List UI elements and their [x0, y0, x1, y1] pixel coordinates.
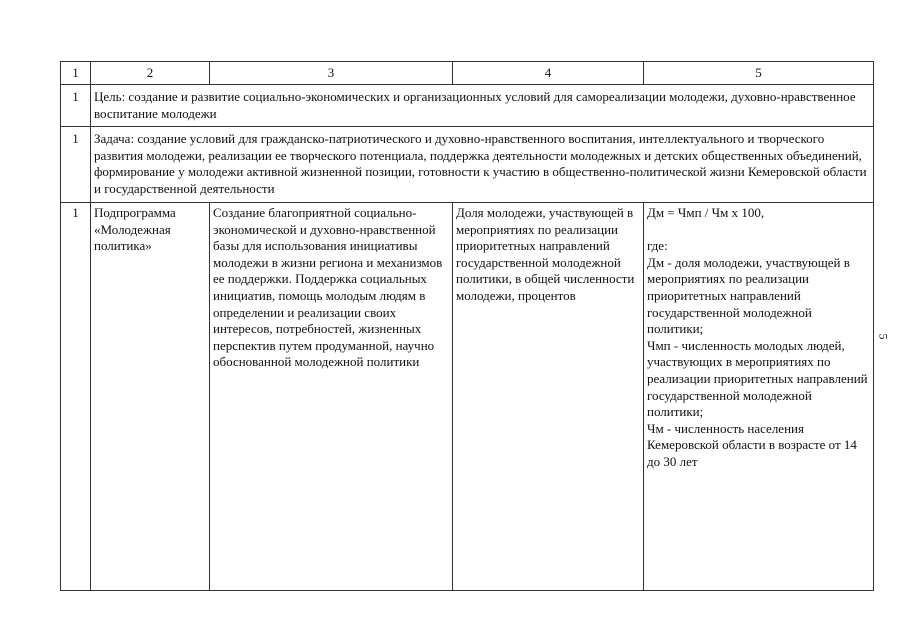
- goal-row-number: 1: [61, 85, 91, 127]
- header-col-5: 5: [644, 62, 874, 85]
- table-header-row: [61, 62, 874, 85]
- goal-text: Цель: создание и развитие социально-экономических и организационных условий для самореализации молодежи, духовно-нравственное воспитание молодежи: [91, 85, 874, 127]
- header-col-3: 3: [210, 62, 453, 85]
- header-col-2: 2: [91, 62, 210, 85]
- indicator-formula: [644, 203, 874, 591]
- task-text: Задача: создание условий для гражданско-патриотического и духовно-нравственного воспитания, интеллектуального и творческого развития молодежи, реализации ее творческого потенциала, поддержка деятельности молодежных и детских общественных объединений, формирование у молодежи активной жизненной позиции, готовности к участию в общественно-политической жизни Кемеровской области и государственной деятельности: [91, 127, 874, 203]
- formula-definition-chmp: Чмп - численность молодых людей, участвующих в мероприятиях по реализации приоритетных направлений государственной молодежной политики;: [647, 337, 868, 420]
- formula-definition-dm: Дм - доля молодежи, участвующей в мероприятиях по реализации приоритетных направлений государственной молодежной политики;: [647, 254, 850, 337]
- indicator-name: Доля молодежи, участвующей в мероприятиях по реализации приоритетных направлений государственной молодежной политики, в общей численности молодежи, процентов: [453, 203, 644, 591]
- task-row-number: 1: [61, 127, 91, 203]
- task-row: [61, 127, 874, 203]
- header-col-1: 1: [61, 62, 91, 85]
- indicators-table: [60, 61, 874, 591]
- page-number: 5: [876, 333, 891, 340]
- subprogram-name: Подпрограмма «Молодежная политика»: [91, 203, 210, 591]
- formula-gap: [647, 222, 870, 239]
- formula-where: где:: [647, 238, 668, 254]
- program-row-number: 1: [61, 203, 91, 591]
- formula-line: Дм = Чмп / Чм х 100,: [647, 205, 765, 220]
- formula-definition-chm: Чм - численность населения Кемеровской области в возрасте от 14 до 30 лет: [647, 420, 857, 469]
- goal-row: [61, 85, 874, 127]
- subprogram-description: Создание благоприятной социально-экономической и духовно-нравственной базы для использования инициативы молодежи в жизни региона и механизмов ее поддержки. Поддержка социальных инициатив, помощь молодым людям в определении и реализации своих интересов, потребностей, жизненных перспектив путем продуманной, научно обоснованной молодежной политики: [210, 203, 453, 591]
- program-row: [61, 203, 874, 591]
- header-col-4: 4: [453, 62, 644, 85]
